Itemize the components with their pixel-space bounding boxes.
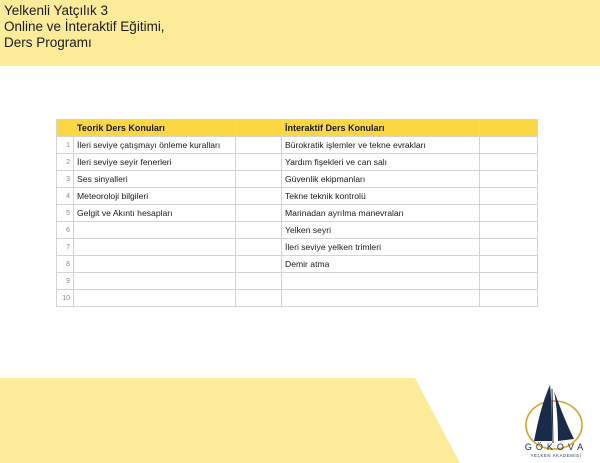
interactive-cell: Yardım fişekleri ve can salı — [282, 154, 480, 171]
extra-cell — [480, 290, 538, 307]
header-theory: Teorik Ders Konuları — [74, 120, 236, 137]
title-line-1: Yelkenli Yatçılık 3 — [4, 3, 109, 18]
interactive-cell — [282, 273, 480, 290]
row-number: 3 — [57, 171, 74, 188]
spacer-cell — [236, 205, 282, 222]
theory-cell — [74, 239, 236, 256]
extra-cell — [480, 273, 538, 290]
extra-cell — [480, 239, 538, 256]
header-rownum — [57, 120, 74, 137]
row-number: 9 — [57, 273, 74, 290]
extra-cell — [480, 222, 538, 239]
interactive-cell: İleri seviye yelken trimleri — [282, 239, 480, 256]
row-number: 8 — [57, 256, 74, 273]
spacer-cell — [236, 256, 282, 273]
spacer-cell — [236, 222, 282, 239]
course-schedule-table — [56, 119, 538, 307]
header-spacer — [236, 120, 282, 137]
row-number: 10 — [57, 290, 74, 307]
table-row — [57, 256, 538, 273]
theory-cell — [74, 273, 236, 290]
header-interactive: İnteraktif Ders Konuları — [282, 120, 480, 137]
theory-cell: Meteoroloji bilgileri — [74, 188, 236, 205]
table-row — [57, 239, 538, 256]
row-number: 4 — [57, 188, 74, 205]
extra-cell — [480, 137, 538, 154]
interactive-cell: Yelken seyri — [282, 222, 480, 239]
spacer-cell — [236, 188, 282, 205]
spacer-cell — [236, 137, 282, 154]
interactive-cell: Marinadan ayrılma manevraları — [282, 205, 480, 222]
theory-cell — [74, 256, 236, 273]
title-line-3: Ders Programı — [4, 35, 92, 50]
spacer-cell — [236, 154, 282, 171]
table-row — [57, 205, 538, 222]
table-row — [57, 290, 538, 307]
logo-subtitle: YELKEN AKADEMİSİ — [530, 453, 582, 458]
title-line-2: Online ve İnteraktif Eğitimi, — [4, 19, 165, 34]
spacer-cell — [236, 273, 282, 290]
table-row — [57, 188, 538, 205]
theory-cell: İleri seviye çatışmayı önleme kuralları — [74, 137, 236, 154]
table-row — [57, 154, 538, 171]
logo-name: GÖKOVA — [524, 442, 588, 452]
table-row — [57, 222, 538, 239]
theory-cell — [74, 222, 236, 239]
spacer-cell — [236, 239, 282, 256]
extra-cell — [480, 171, 538, 188]
row-number: 7 — [57, 239, 74, 256]
row-number: 6 — [57, 222, 74, 239]
extra-cell — [480, 154, 538, 171]
header-extra — [480, 120, 538, 137]
theory-cell: İleri seviye seyir fenerleri — [74, 154, 236, 171]
row-number: 2 — [57, 154, 74, 171]
extra-cell — [480, 188, 538, 205]
interactive-cell: Bürokratik işlemler ve tekne evrakları — [282, 137, 480, 154]
spacer-cell — [236, 171, 282, 188]
interactive-cell: Demir atma — [282, 256, 480, 273]
interactive-cell: Güvenlik ekipmanları — [282, 171, 480, 188]
table-row — [57, 137, 538, 154]
table-row — [57, 273, 538, 290]
theory-cell: Gelgit ve Akıntı hesapları — [74, 205, 236, 222]
theory-cell — [74, 290, 236, 307]
table-row — [57, 171, 538, 188]
theory-cell: Ses sinyalleri — [74, 171, 236, 188]
interactive-cell — [282, 290, 480, 307]
table-header-row — [57, 120, 538, 137]
page-title — [4, 3, 165, 51]
interactive-cell: Tekne teknik kontrolü — [282, 188, 480, 205]
extra-cell — [480, 256, 538, 273]
spacer-cell — [236, 290, 282, 307]
row-number: 1 — [57, 137, 74, 154]
row-number: 5 — [57, 205, 74, 222]
extra-cell — [480, 205, 538, 222]
